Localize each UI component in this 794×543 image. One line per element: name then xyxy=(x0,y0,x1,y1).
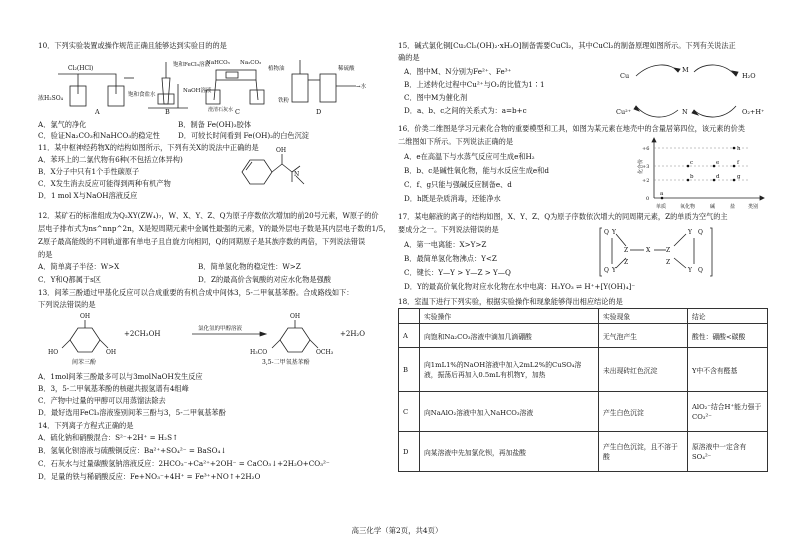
cycle-n: N xyxy=(682,108,688,116)
chart-y-tick-2: +2 xyxy=(642,178,650,184)
table-cell: A xyxy=(399,324,420,348)
q12-option-d: D．Z的最高价含氧酸的对应水化物是强酸 xyxy=(198,275,331,284)
label-c1: NaHCO₃ xyxy=(206,60,230,66)
label-a1: Cl₂(HCl) xyxy=(68,65,94,72)
label-A: A xyxy=(95,108,100,116)
q13-reagent: 氯化氢的甲醇溶液 xyxy=(198,326,243,332)
table-row xyxy=(399,348,768,392)
apparatus-c xyxy=(206,70,264,104)
label-C: C xyxy=(235,108,240,116)
chart-x-tick-base: 碱 xyxy=(710,204,716,210)
q11-option-b: B．X分子中只有1个手性碳原子 xyxy=(38,167,140,176)
q16-option-a: A．e在高温下与水蒸气反应可生成e和H₂ xyxy=(404,152,535,161)
q13-h3co: H₃CO xyxy=(250,349,268,356)
q18-table xyxy=(398,308,768,472)
point-a-label: a xyxy=(660,191,664,197)
chart-y-tick-6: +6 xyxy=(642,146,650,152)
q10-option-d: D．可较长时间看到 Fe(OH)₂的白色沉淀 xyxy=(178,131,309,140)
ion-atom-7: Q xyxy=(698,229,703,236)
q15-line2: 确的是 xyxy=(398,53,420,62)
q12-option-b: B．简单氢化物的稳定性：W>Z xyxy=(198,262,301,271)
ion-atom-6: Y xyxy=(688,229,692,236)
q15-line1: 15．碱式氯化铜[Cu₂Cl₂(OH)₂·xH₂O]制备需要CuCl₂，其中CuCl₂的制备原理如图所示。下列有关说法正 xyxy=(398,41,736,50)
q17-option-d: D．Y的最高价氧化物对应水化物在水中电离：H₃YO₃ ⇌ H⁺+[Y(OH)₄]⁻ xyxy=(404,282,636,291)
ion-atom-4: X xyxy=(646,247,651,254)
q14-option-d: D．足量的铁与稀硝酸反应：Fe+NO₃⁻+4H⁺ = Fe³⁺+NO↑+2H₂O xyxy=(38,472,261,481)
q14-option-a: A．硫化钠和硝酸混合：S²⁻+2H⁺ = H₂S↑ xyxy=(38,433,179,442)
q13-option-d: D．最好选用FeCl₃溶液鉴别间苯三酚与3，5-二甲氧基苯酚 xyxy=(38,408,226,417)
table-cell: C xyxy=(399,392,420,432)
q16-option-d: D．h既是杂质消毒，还能净水 xyxy=(404,194,501,203)
label-b1: 饱和FeCl₃溶液 xyxy=(173,62,210,68)
label-d3: 稀硫酸 xyxy=(338,66,355,72)
table-cell: 原溶液中一定含有SO₄²⁻ xyxy=(688,432,768,472)
q15-cycle-diagram xyxy=(596,60,776,122)
q10-option-c: C．验证Na₂CO₃和NaHCO₃的稳定性 xyxy=(38,131,160,140)
point-c xyxy=(687,165,690,168)
cycle-o2: O₂+H⁺ xyxy=(742,108,765,116)
point-d xyxy=(713,179,716,182)
ion-atom-12: Y xyxy=(688,267,692,274)
table-cell: Y中不含有醛基 xyxy=(688,348,768,392)
q13-name-product: 3,5-二甲氧基苯酚 xyxy=(262,359,310,366)
ion-atom-8: Q xyxy=(604,267,609,274)
q12-line4: 的是 xyxy=(38,250,53,259)
apparatus-b xyxy=(148,62,188,108)
ion-atom-11: Z xyxy=(666,259,671,266)
point-d-label: d xyxy=(716,174,720,180)
label-D: D xyxy=(316,108,322,116)
q11-option-c: C．X发生消去反应可能得到两种有机产物 xyxy=(38,179,171,188)
q16-option-c: C．f、g只能与强碱反应制备e、d xyxy=(404,180,512,189)
q15-option-b: B．上述转化过程中Cu²⁺与O₂的比值为1∶1 xyxy=(404,80,545,89)
q16-option-b: B．b、c是碱性氧化物，能与水反应生成e和d xyxy=(404,166,549,175)
label-b2: NaOH溶液 xyxy=(183,88,212,94)
point-f-label: f xyxy=(737,160,740,166)
chart-y-tick-0: 0 xyxy=(646,196,650,202)
label-c2: Na₂CO₃ xyxy=(240,60,262,66)
table-cell: 向饱和Na₂CO₃溶液中滴加几滴硼酸 xyxy=(420,324,599,348)
q16-valence-chart xyxy=(638,140,768,212)
q13-plus-methanol: +2CH₃OH xyxy=(124,330,161,338)
q12-line1: 12．某矿石的标准组成为Q₂XY(ZW₄)₇，W、X、Y、Z、Q为原子序数依次增加的前20号元素，W原子的价 xyxy=(38,211,379,220)
q17-line1: 17．某电解液的离子的结构如图，X、Y、Z、Q为原子序数依次增大的同周期元素，Z的单质为空气的主 xyxy=(398,212,728,221)
table-cell: 向某溶液中先加氯化钡，再加盐酸 xyxy=(420,432,599,472)
label-d4: →水 xyxy=(356,84,367,90)
q13-line2: 下列说法错误的是 xyxy=(38,300,96,309)
q14-stem: 14．下列离子方程式正确的是 xyxy=(38,421,134,430)
table-cell: B xyxy=(399,348,420,392)
point-e xyxy=(713,165,716,168)
q15-option-a: A．图中M、N分别为Fe²⁺、Fe³⁺ xyxy=(404,67,512,76)
q10-option-a: A．氯气的净化 xyxy=(38,120,87,129)
point-b xyxy=(687,179,690,182)
q11-stem: 11．某中枢神经药物X的结构如图所示，下列有关X的说法中正确的是 xyxy=(38,143,259,152)
q17-option-a: A．第一电离能：X>Y>Z xyxy=(404,240,487,249)
table-cell: 向1mL1%的NaOH溶液中加入2mL2%的CuSO₄溶液，振荡后再加入0.5mL有机物Y，加热 xyxy=(420,348,599,392)
q16-line2: 二维图如下所示。下列说法正确的是 xyxy=(398,137,514,146)
point-h xyxy=(733,147,736,150)
chart-y-tick-3: +3 xyxy=(642,164,650,170)
q17-option-b: B．最简单氢化物沸点：Y<Z xyxy=(404,254,497,263)
q13-name-reactant: 间苯三酚 xyxy=(72,359,97,366)
q11-option-a: A．苯环上的二氯代物有6种(不包括立体异构) xyxy=(38,155,183,164)
ion-atom-1: Q xyxy=(604,229,609,236)
q13-option-b: B．3，5-二甲氧基苯酚的核磁共振氢谱有4组峰 xyxy=(38,384,189,393)
q14-option-b: B．氢氧化钡溶液与硫酸铜反应：Ba²⁺+SO₄²⁻ = BaSO₄↓ xyxy=(38,446,227,455)
q11-option-d: D．1 mol X与NaOH溶液反应 xyxy=(38,191,138,200)
label-a3: 饱和食盐水 xyxy=(128,92,156,98)
apparatus-a xyxy=(58,74,134,106)
q11-structure xyxy=(232,146,312,198)
label-B: B xyxy=(165,108,170,116)
table-row xyxy=(399,324,768,348)
table-cell: D xyxy=(399,432,420,472)
cycle-cu2: Cu²⁺ xyxy=(616,108,632,116)
table-cell: 无气泡产生 xyxy=(599,324,688,348)
label-d2: 铁粉 xyxy=(278,98,290,104)
point-f xyxy=(733,165,736,168)
q13-option-c: C．产物中过量的甲醇可以用蒸馏法除去 xyxy=(38,396,166,405)
chart-x-tick-element: 单质 xyxy=(656,204,667,210)
table-header-cell xyxy=(399,309,420,324)
q12-line2: 层电子排布式为ns^nnp^2n，X是短周期元素中金属性最强的元素，Y的最外层电子数是其内层电子数的1/5， xyxy=(38,224,391,233)
struct-n: N xyxy=(294,171,300,178)
label-c3: 澄清石灰水 xyxy=(208,107,234,113)
point-a xyxy=(661,197,664,200)
q12-option-c: C．Y和Q都属于s区 xyxy=(38,275,101,284)
q12-line3: Z原子最高能级的不同轨道都有单电子且自旋方向相同，Q的同期原子是其族序数的两倍，下列说法错误 xyxy=(38,237,366,246)
q17-line2: 要成分之一。下列说法错误的是 xyxy=(398,225,499,234)
ion-atom-5: Z xyxy=(666,247,671,254)
q16-line1: 16．价类二维图是学习元素化合物的重要模型和工具，如图为某元素在地壳中的含量居第四位，该元素的价类 xyxy=(398,124,745,133)
struct-oh: OH xyxy=(276,147,287,154)
chart-x-label: 类别 xyxy=(748,204,759,210)
table-header-row xyxy=(399,309,768,324)
cycle-m: M xyxy=(682,66,689,74)
table-header-cell: 实验操作 xyxy=(420,309,599,324)
table-cell: 未出现砖红色沉淀 xyxy=(599,348,688,392)
q13-oh-2: OH xyxy=(106,349,117,356)
table-cell: AlO₂⁻结合H⁺能力强于CO₃²⁻ xyxy=(688,392,768,432)
table-cell: 产生白色沉淀 xyxy=(599,392,688,432)
table-header-cell: 结论 xyxy=(688,309,768,324)
point-b-label: b xyxy=(690,174,694,180)
ion-atom-13: Q xyxy=(698,267,703,274)
chart-x-tick-salt: 盐 xyxy=(730,204,736,210)
ion-atom-2: Y xyxy=(612,229,616,236)
q12-option-a: A．简单离子半径：W>X xyxy=(38,262,120,271)
q10-stem: 10．下列实验装置或操作规范正确且能够达到实验目的的是 xyxy=(38,41,227,50)
q13-plus-water: +2H₂O xyxy=(340,330,365,338)
q10-apparatus-figure xyxy=(38,56,378,116)
table-row xyxy=(399,392,768,432)
ion-atom-10: Z xyxy=(624,259,629,266)
q10-option-b: B．制备 Fe(OH)₃胶体 xyxy=(178,120,252,129)
q13-oh-1: OH xyxy=(80,313,91,320)
label-d1: 植物油 xyxy=(268,66,285,72)
label-a2: 浓H₂SO₄ xyxy=(38,95,64,102)
q15-option-c: C．图中M为催化剂 xyxy=(404,93,468,102)
point-c-label: c xyxy=(690,160,694,166)
q13-oh-3: OH xyxy=(290,313,301,320)
q15-option-d: D．a、b、c之间的关系式为：a=b+c xyxy=(404,106,527,115)
q14-option-c: C．石灰水与过量碳酸氢钠溶液反应：2HCO₃⁻+Ca²⁺+2OH⁻ = CaCO₃↓+2H₂O+CO₃²⁻ xyxy=(38,459,330,468)
point-g xyxy=(733,179,736,182)
page-footer: 高三化学（第2页，共4页） xyxy=(351,526,443,535)
point-h-label: h xyxy=(737,146,741,152)
q17-ion-structure xyxy=(598,224,718,280)
chart-x-tick-oxide: 氧化物 xyxy=(680,204,696,210)
table-row xyxy=(399,432,768,472)
q13-line1: 13．间苯三酚通过甲基化反应可以合成重要的有机合成中间体3，5-二甲氧基苯酚。合成路线如下： xyxy=(38,288,354,297)
point-e-label: e xyxy=(716,160,720,166)
q17-option-c: C．键长：Y—Y > Y—Z > Y—Q xyxy=(404,268,511,277)
table-cell: 向NaAlO₂溶液中加入NaHCO₃溶液 xyxy=(420,392,599,432)
q18-stem: 18．室温下进行下列实验，根据实验操作和现象能够得出相应结论的是 xyxy=(398,297,623,306)
q13-option-a: A．1mol间苯三酚最多可以与3molNaOH发生反应 xyxy=(38,372,203,381)
q13-och3: OCH₃ xyxy=(316,349,334,356)
cycle-cu: Cu xyxy=(620,72,630,80)
table-header-cell: 实验现象 xyxy=(599,309,688,324)
table-cell: 酸性：硼酸<碳酸 xyxy=(688,324,768,348)
point-g-label: g xyxy=(737,174,741,180)
ion-atom-9: Y xyxy=(612,267,616,274)
q13-reaction-scheme xyxy=(40,312,370,366)
q13-ho: HO xyxy=(48,349,59,356)
ion-atom-3: Z xyxy=(624,247,629,254)
table-cell: 产生白色沉淀，且不溶于酸 xyxy=(599,432,688,472)
cycle-h2o: H₂O xyxy=(742,72,756,80)
chart-y-label: 化合价 xyxy=(638,158,644,174)
